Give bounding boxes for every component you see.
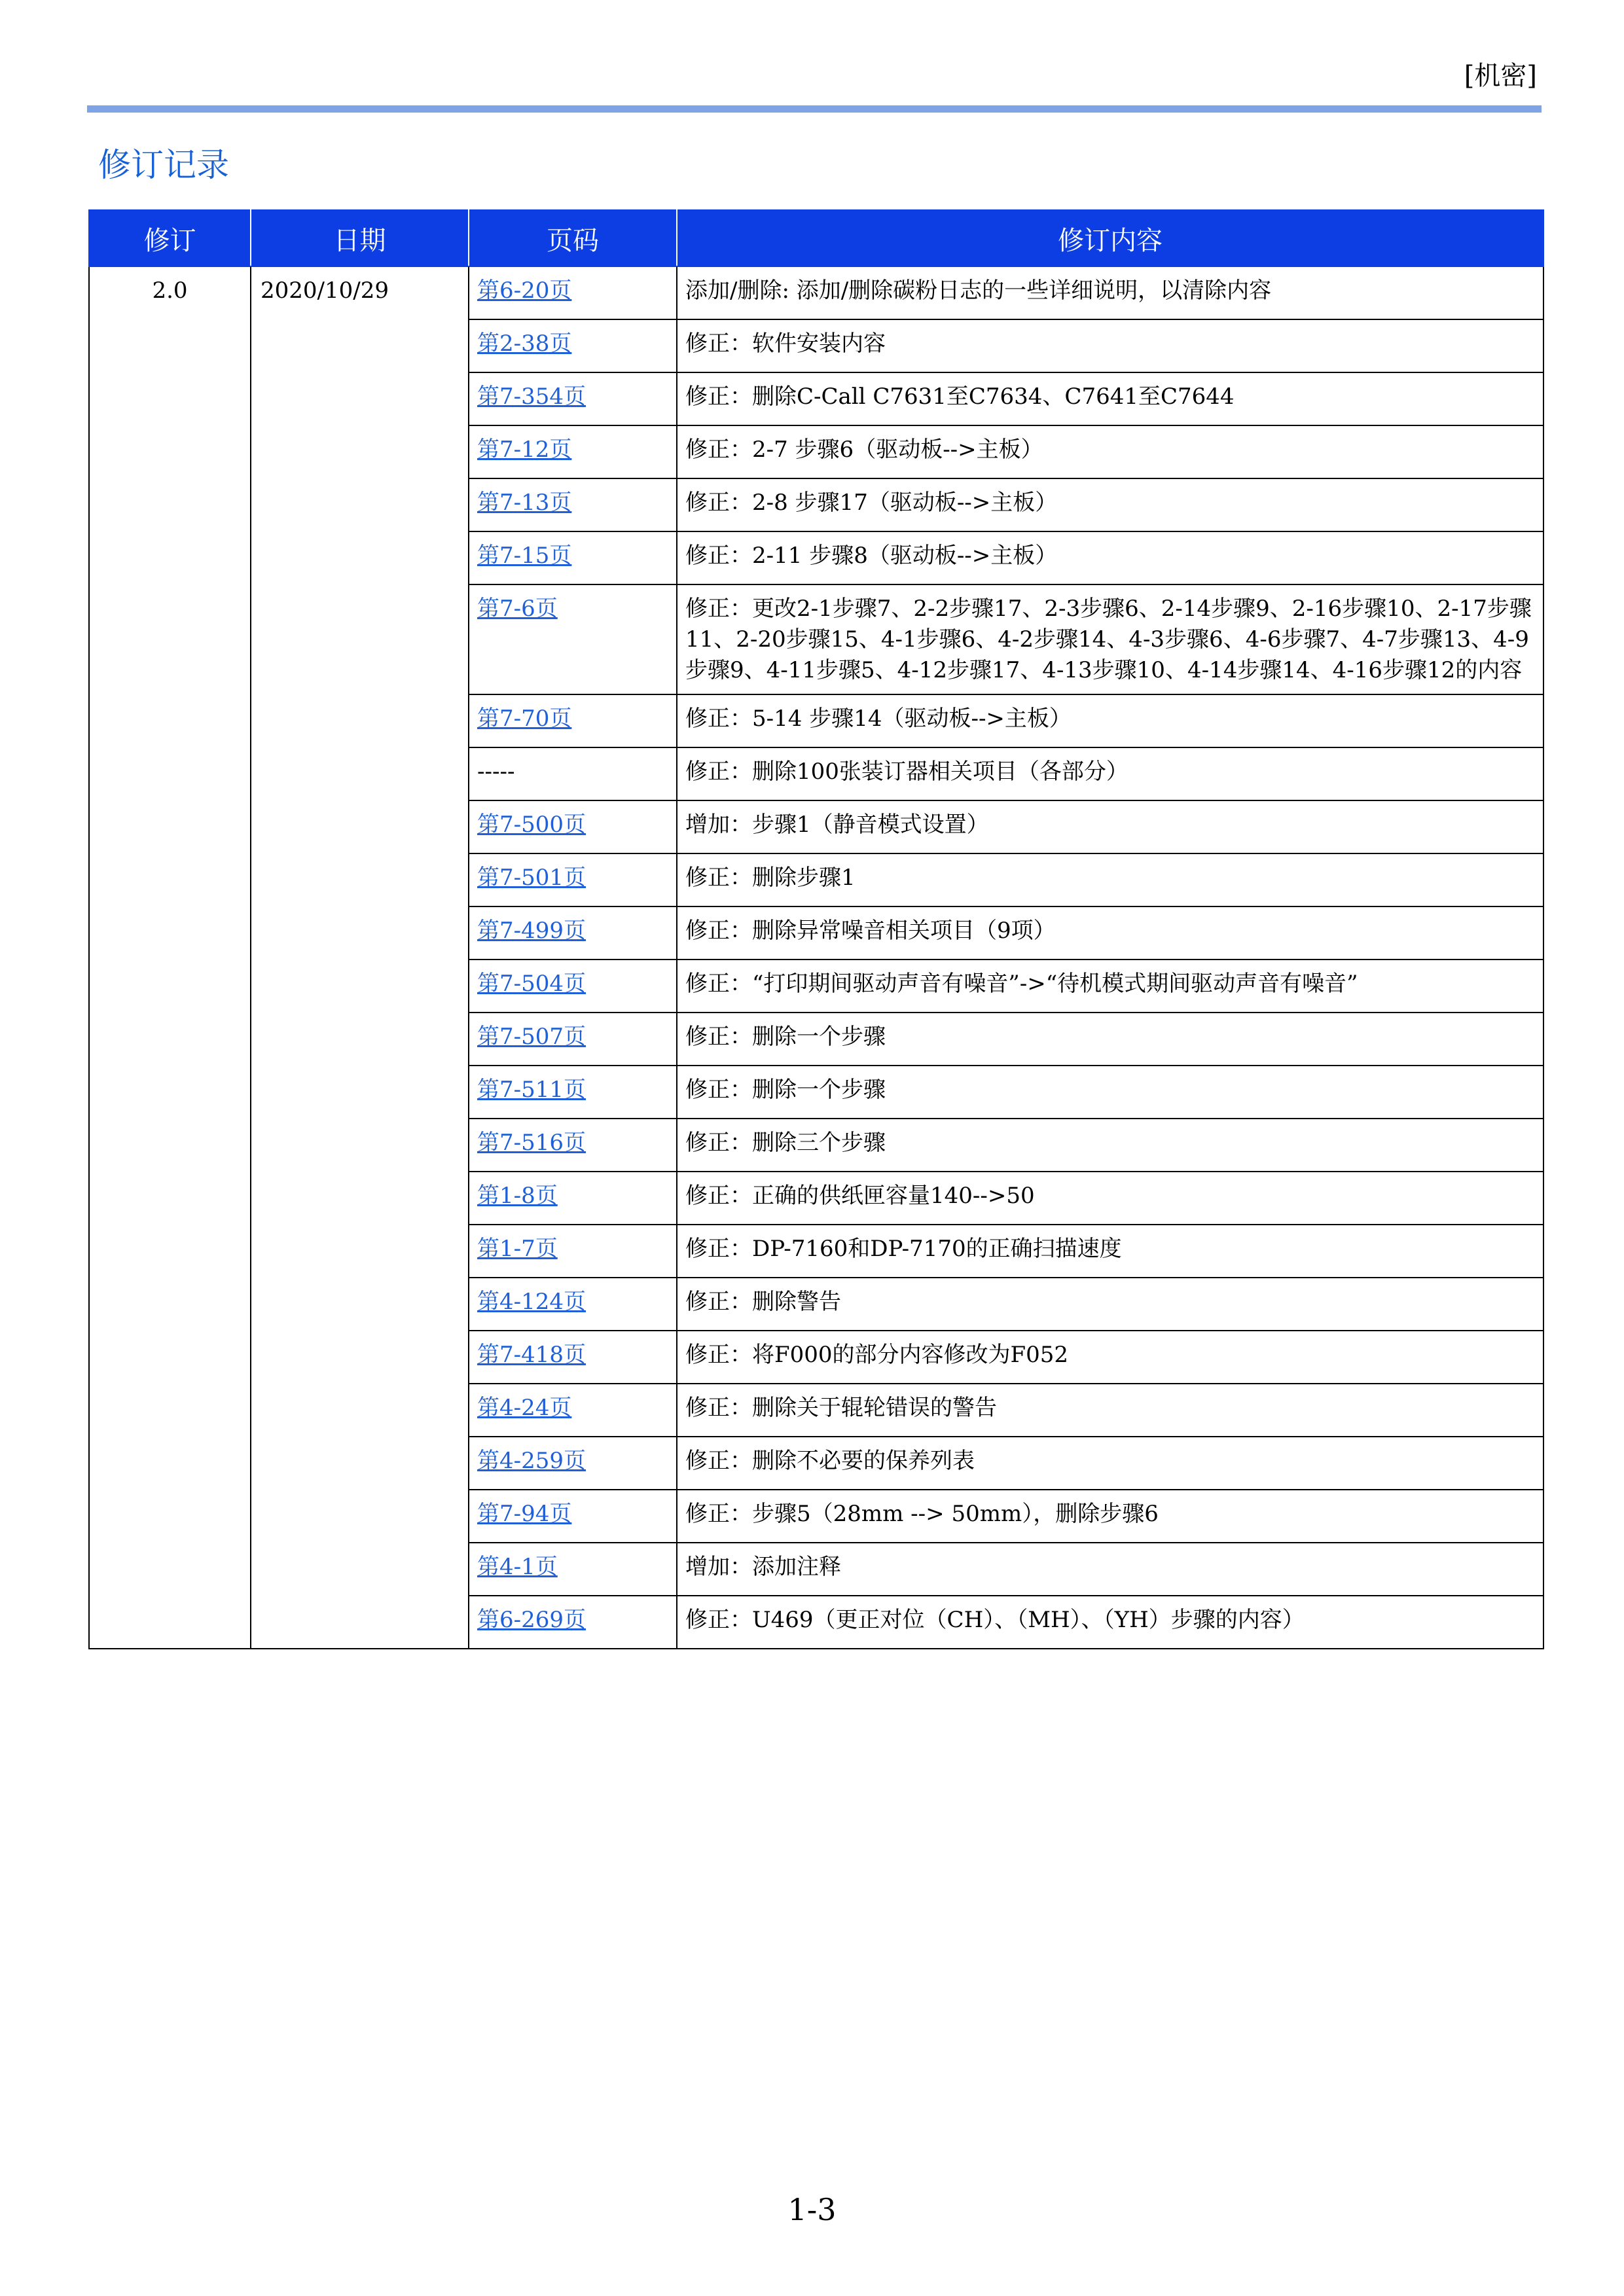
content-cell: 修正：2-8 步骤17（驱动板-->主板） [677,478,1543,531]
page-cell [469,319,677,372]
page-cell [469,800,677,853]
table-row [89,266,1543,319]
content-cell: 修正：删除关于辊轮错误的警告 [677,1384,1543,1437]
confidential-label: [机密] [1464,61,1537,91]
content-cell: 修正：删除三个步骤 [677,1119,1543,1172]
page-link[interactable]: 第6-269页 [477,1607,586,1633]
date-cell: 2020/10/29 [251,266,469,1649]
page-cell [469,1331,677,1384]
table-header-row [89,210,1543,266]
page-link[interactable]: 第4-124页 [477,1289,586,1315]
column-header-date: 日期 [251,210,469,266]
page-link[interactable]: 第7-15页 [477,543,572,569]
page-link[interactable]: 第7-511页 [477,1077,586,1103]
page-cell [469,853,677,906]
page-cell [469,1066,677,1119]
page-cell [469,747,677,800]
page-link[interactable]: 第7-354页 [477,384,586,410]
page-link[interactable]: 第7-507页 [477,1024,586,1050]
content-cell: 修正：将F000的部分内容修改为F052 [677,1331,1543,1384]
page-number: 1-3 [787,2192,837,2227]
page-cell [469,1172,677,1225]
page-cell [469,1013,677,1066]
page-link[interactable]: 第7-418页 [477,1342,586,1368]
content-cell: 修正：步骤5（28mm --> 50mm），删除步骤6 [677,1490,1543,1543]
page-link[interactable]: 第7-501页 [477,865,586,891]
header-rule [87,105,1542,113]
content-cell: 修正：更改2-1步骤7、2-2步骤17、2-3步骤6、2-14步骤9、2-16步骤10、2-17步骤11、2-20步骤15、4-1步骤6、4-2步骤14、4-3步骤6、4-6步骤7、4-7步骤13、4-9步骤9、4-11步骤5、4-12步骤17、4-13步骤10、4-14步骤14、4-16步骤12的内容 [677,584,1543,694]
page-placeholder: ----- [477,759,515,785]
page-cell [469,1119,677,1172]
page-link[interactable]: 第1-8页 [477,1183,558,1209]
page-link[interactable]: 第7-6页 [477,596,558,622]
content-cell: 修正：“打印期间驱动声音有噪音”->“待机模式期间驱动声音有噪音” [677,960,1543,1013]
content-cell: 修正：U469（更正对位（CH）、（MH）、（YH）步骤的内容） [677,1596,1543,1649]
page-link[interactable]: 第7-13页 [477,490,572,516]
page-link[interactable]: 第7-516页 [477,1130,586,1156]
content-cell: 修正：正确的供纸匣容量140-->50 [677,1172,1543,1225]
page-link[interactable]: 第7-94页 [477,1501,572,1527]
page-cell [469,694,677,747]
page-cell [469,1225,677,1278]
page-link[interactable]: 第4-1页 [477,1554,558,1580]
page-cell [469,531,677,584]
content-cell: 修正：删除一个步骤 [677,1066,1543,1119]
page-cell [469,1490,677,1543]
page-link[interactable]: 第1-7页 [477,1236,558,1262]
page-cell [469,1596,677,1649]
page-link[interactable]: 第7-500页 [477,812,586,838]
content-cell: 修正：删除步骤1 [677,853,1543,906]
content-cell: 添加/删除: 添加/删除碳粉日志的一些详细说明，以清除内容 [677,266,1543,319]
page-cell [469,478,677,531]
column-header-content: 修订内容 [677,210,1543,266]
page-link[interactable]: 第7-504页 [477,971,586,997]
content-cell: 修正：删除一个步骤 [677,1013,1543,1066]
page-cell [469,906,677,960]
page-cell [469,266,677,319]
content-cell: 修正：删除警告 [677,1278,1543,1331]
page-link[interactable]: 第6-20页 [477,278,572,304]
content-cell: 修正：软件安装内容 [677,319,1543,372]
page-cell [469,425,677,478]
content-cell: 修正：DP-7160和DP-7170的正确扫描速度 [677,1225,1543,1278]
column-header-page: 页码 [469,210,677,266]
revision-cell: 2.0 [89,266,251,1649]
page-link[interactable]: 第7-70页 [477,706,572,732]
column-header-revision: 修订 [89,210,251,266]
page-cell [469,584,677,694]
content-cell: 增加：步骤1（静音模式设置） [677,800,1543,853]
page-cell [469,372,677,425]
revision-table [88,209,1544,1649]
page-cell [469,1384,677,1437]
page-link[interactable]: 第2-38页 [477,331,572,357]
table-body [89,266,1543,1649]
page-link[interactable]: 第4-259页 [477,1448,586,1474]
page-title: 修订记录 [98,146,229,184]
content-cell: 修正：2-11 步骤8（驱动板-->主板） [677,531,1543,584]
content-cell: 修正：2-7 步骤6（驱动板-->主板） [677,425,1543,478]
page-cell [469,1437,677,1490]
page-cell [469,960,677,1013]
content-cell: 修正：5-14 步骤14（驱动板-->主板） [677,694,1543,747]
page-link[interactable]: 第7-499页 [477,918,586,944]
page-cell [469,1543,677,1596]
content-cell: 修正：删除C-Call C7631至C7634、C7641至C7644 [677,372,1543,425]
page-link[interactable]: 第4-24页 [477,1395,572,1421]
content-cell: 修正：删除100张装订器相关项目（各部分） [677,747,1543,800]
content-cell: 修正：删除不必要的保养列表 [677,1437,1543,1490]
page-link[interactable]: 第7-12页 [477,437,572,463]
content-cell: 修正：删除异常噪音相关项目（9项） [677,906,1543,960]
page-cell [469,1278,677,1331]
content-cell: 增加：添加注释 [677,1543,1543,1596]
